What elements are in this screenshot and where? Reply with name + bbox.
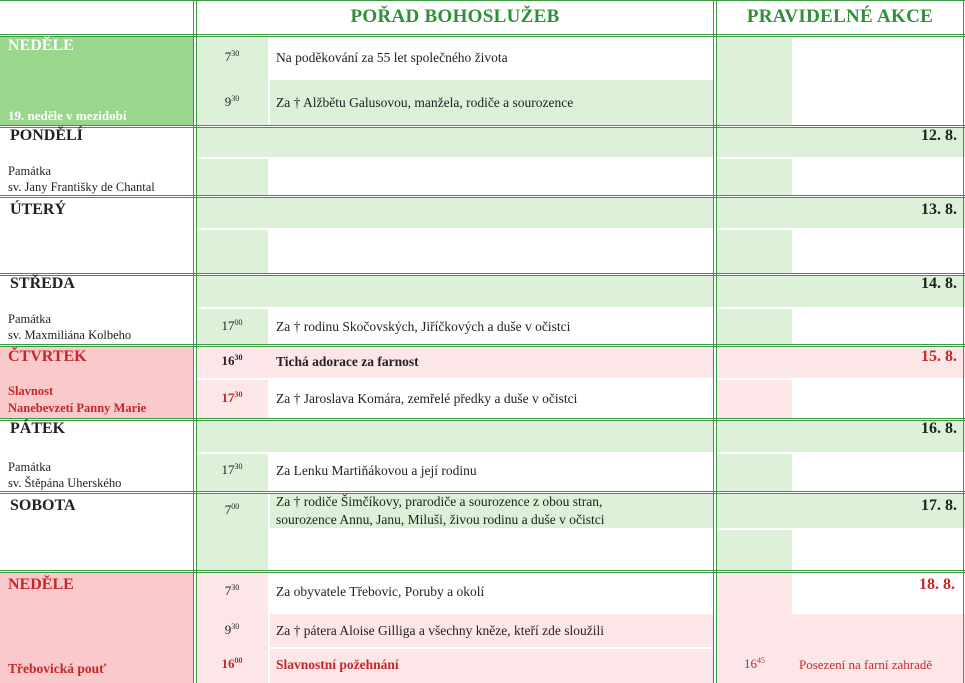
adoration-entry: Tichá adorace za farnost <box>276 354 419 369</box>
day-note: Památka <box>8 164 52 178</box>
mass-intention: Za † Jaroslava Komára, zemřelé předky a duše v očistci <box>276 391 578 406</box>
day-date: 16. 8. <box>921 420 957 437</box>
day-note: sv. Štěpána Uherského <box>8 476 122 490</box>
mass-time: $9^{30}$ <box>224 94 240 109</box>
day-name: ÚTERÝ <box>10 201 67 218</box>
mass-time: $7^{30}$ <box>224 49 240 64</box>
day-date: 12. 8. <box>921 127 957 144</box>
blessing-entry: Slavnostní požehnání <box>276 657 399 672</box>
day-note: Památka <box>8 460 52 474</box>
day-date: 15. 8. <box>921 348 957 365</box>
day-name: STŘEDA <box>10 275 75 292</box>
day-date: 18. 8. <box>919 576 955 593</box>
mass-intention: Za † rodinu Skočovských, Jiříčkových a duše v očistci <box>276 319 571 334</box>
services-title: POŘAD BOHOSLUŽEB <box>350 6 560 27</box>
day-name: PONDĚLÍ <box>10 127 83 144</box>
mass-time: $7^{30}$ <box>224 583 240 598</box>
mass-time: $16^{00}$ <box>221 656 243 671</box>
mass-intention: Za obyvatele Třebovic, Poruby a okolí <box>276 584 485 599</box>
day-note: sv. Jany Františky de Chantal <box>8 180 155 194</box>
day-name: PÁTEK <box>10 420 66 437</box>
mass-time: $7^{00}$ <box>224 502 240 517</box>
day-date: 13. 8. <box>921 201 957 218</box>
day-name: NEDĚLE <box>8 576 74 593</box>
mass-time: $17^{30}$ <box>221 462 243 477</box>
day-date: 17. 8. <box>921 497 957 514</box>
day-date: 11. 8. <box>919 37 955 54</box>
day-note: Památka <box>8 312 52 326</box>
events-title: PRAVIDELNÉ AKCE <box>746 6 934 27</box>
day-note: Třebovická pouť <box>8 661 107 676</box>
day-note: 19. neděle v mezidobí <box>8 108 127 123</box>
day-name: ČTVRTEK <box>8 348 87 365</box>
day-name: SOBOTA <box>10 497 76 514</box>
mass-intention: Za † Alžbětu Galusovou, manžela, rodiče a sourozence <box>276 95 574 110</box>
day-date: 14. 8. <box>921 275 957 292</box>
day-note: Nanebevzetí Panny Marie <box>8 401 147 415</box>
day-note: sv. Maxmiliána Kolbeho <box>8 328 132 342</box>
mass-intention-line: Za † rodiče Šimčíkovy, prarodiče a sourozence z obou stran, <box>276 494 603 509</box>
mass-intention: Na poděkování za 55 let společného života <box>276 50 508 65</box>
mass-time: $16^{30}$ <box>221 353 243 368</box>
mass-intention: Za Lenku Martiňákovou a její rodinu <box>276 463 477 478</box>
mass-intention-line: sourozence Annu, Janu, Miluši, živou rodinu a duše v očistci <box>276 512 605 527</box>
day-note: Slavnost <box>8 384 54 398</box>
event-time: $16^{45}$ <box>744 656 765 671</box>
mass-time: $17^{30}$ <box>221 390 243 405</box>
mass-time: $9^{30}$ <box>224 622 240 637</box>
mass-intention: Za † pátera Aloise Gilliga a všechny kněze, kteří zde sloužili <box>276 623 605 638</box>
mass-time: $17^{00}$ <box>221 318 243 333</box>
day-name: NEDĚLE <box>8 37 74 54</box>
event-description: Posezení na farní zahradě <box>799 657 933 672</box>
